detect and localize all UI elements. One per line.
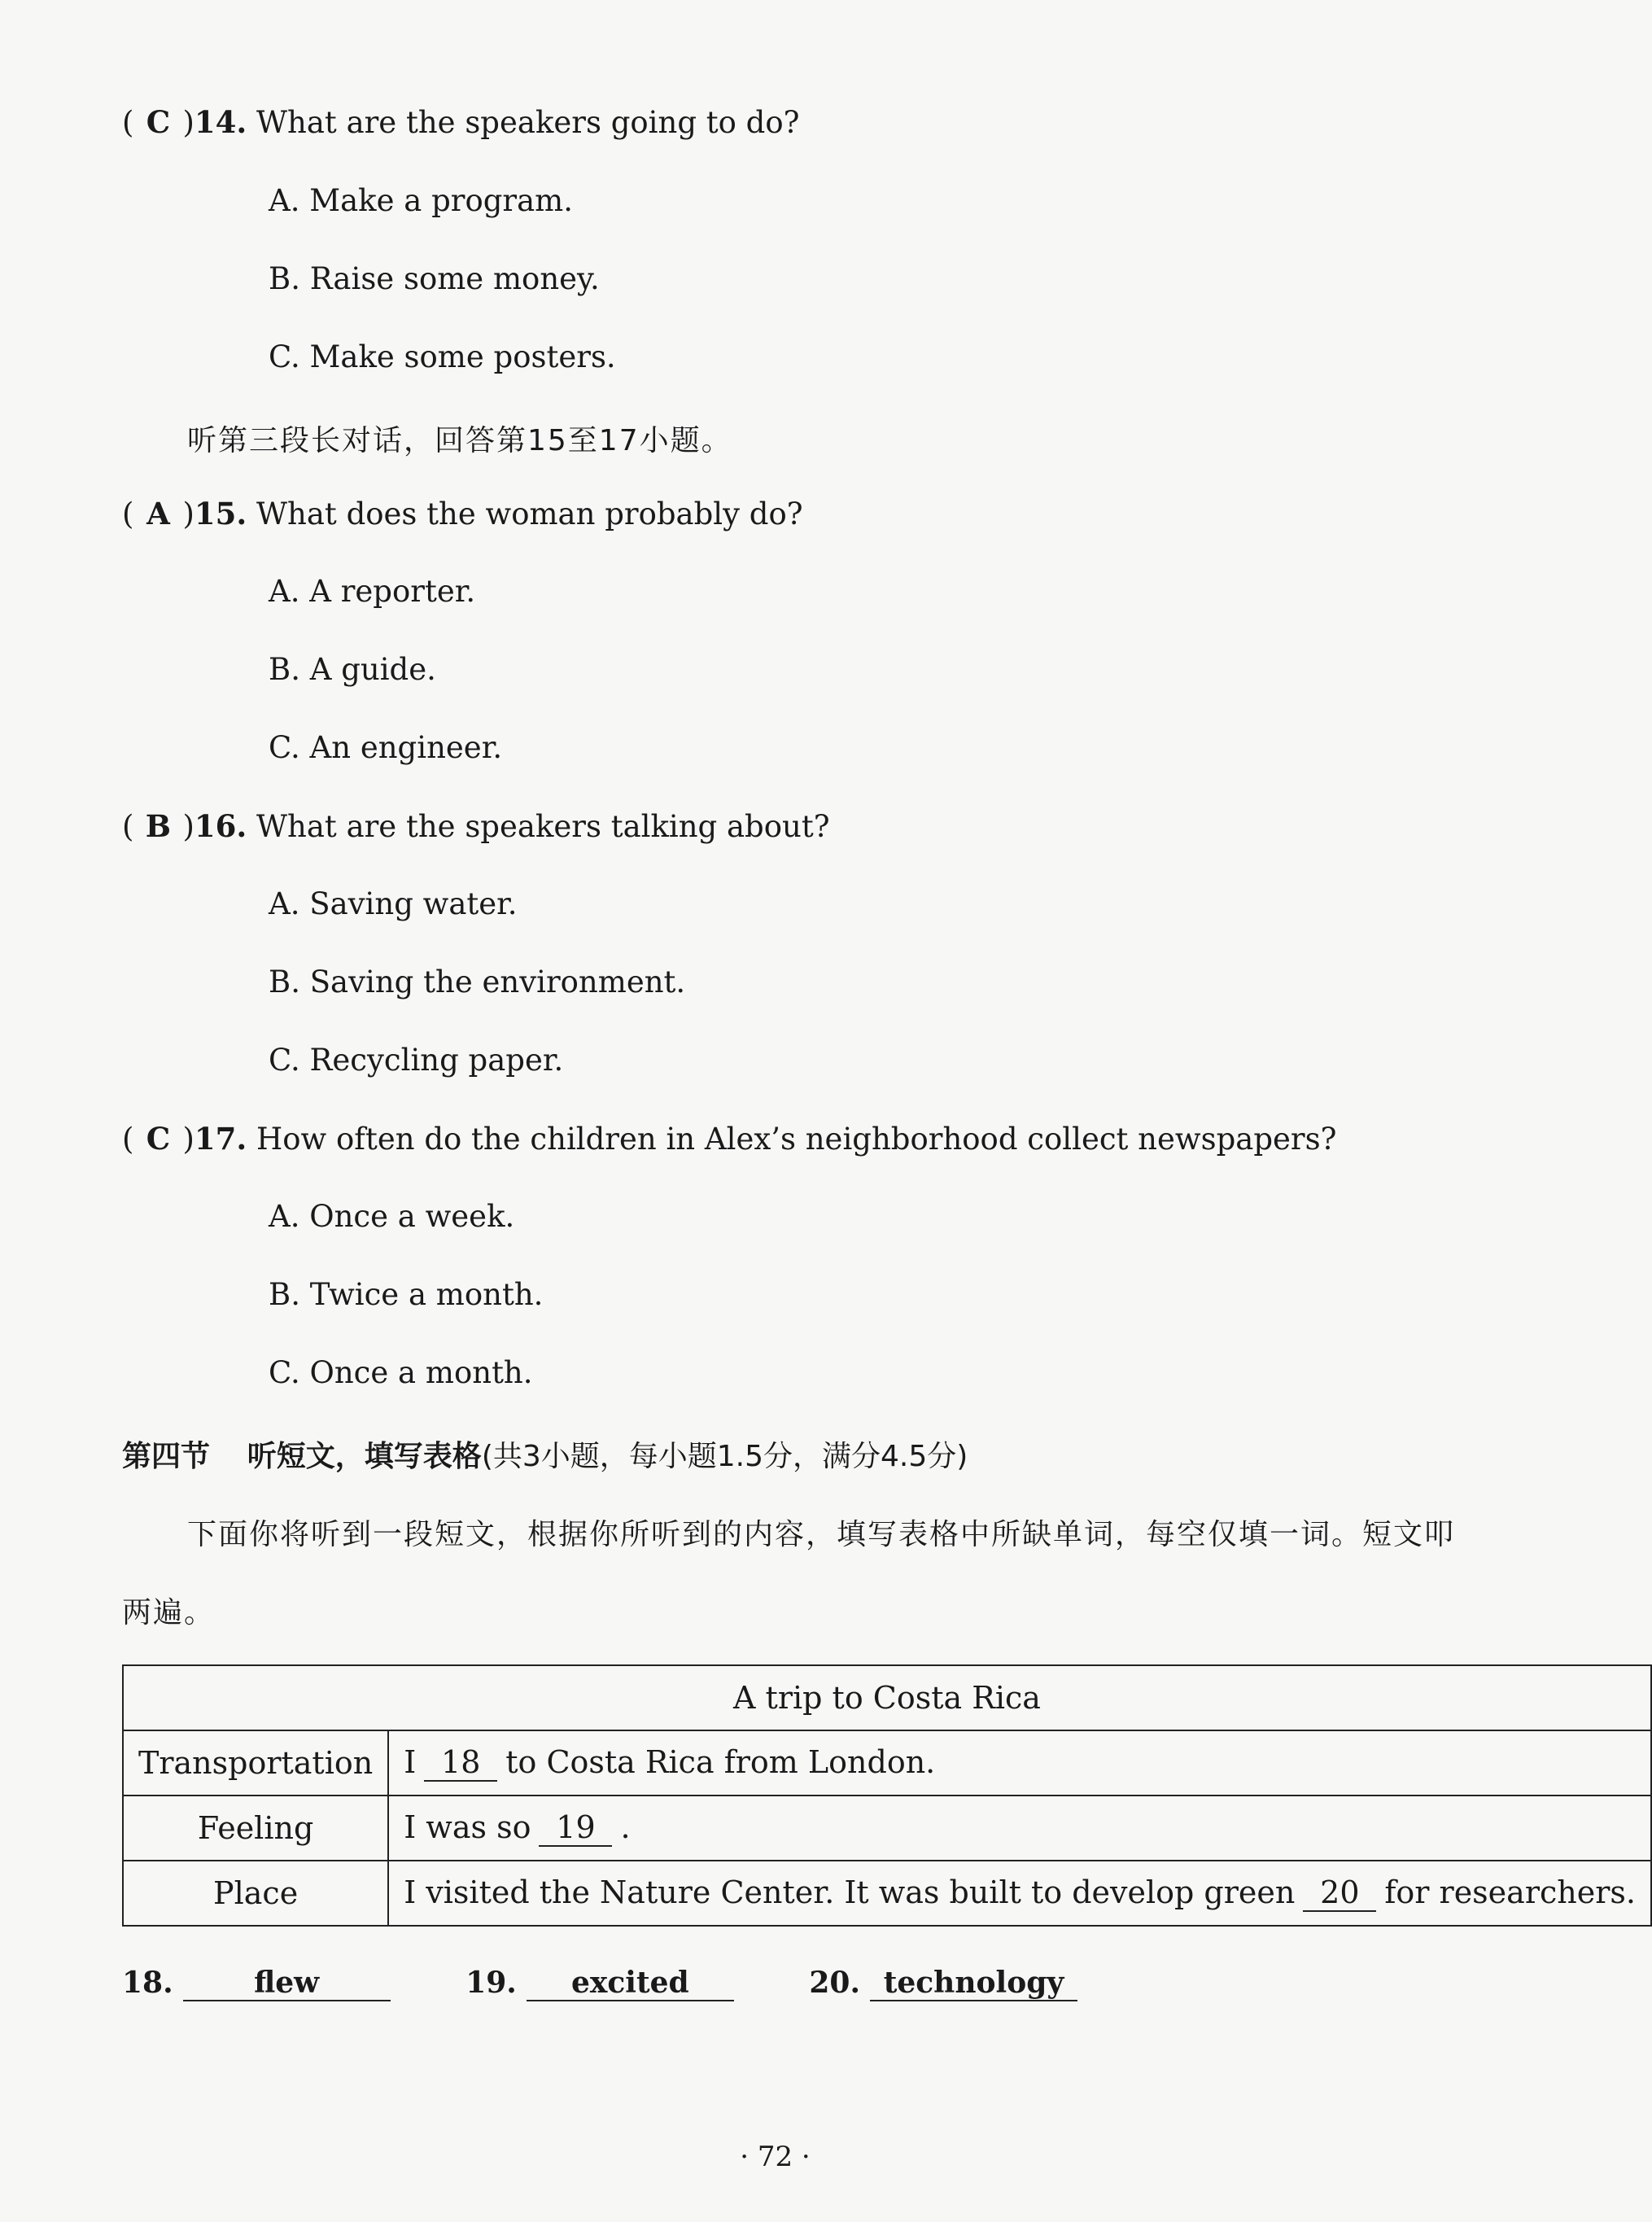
option: B. Raise some money. <box>269 261 600 296</box>
option: C. Make some posters. <box>269 339 616 374</box>
answer-number: 18. <box>122 1966 173 2000</box>
table-row <box>123 1796 1651 1861</box>
question-number: 17. <box>194 1121 247 1157</box>
section-title: 第四节 <box>122 1440 211 1473</box>
row-text-before: I visited the Nature Center. It was built to develop green <box>404 1874 1296 1911</box>
answer-mark: A <box>146 496 170 531</box>
question-14: ( C )14. What are the speakers going to do? <box>122 104 800 140</box>
question-15: ( A )15. What does the woman probably do? <box>122 496 803 531</box>
option: B. Saving the environment. <box>269 964 686 999</box>
answer-number: 20. <box>809 1966 861 2000</box>
row-content <box>388 1796 1651 1861</box>
question-number: 16. <box>194 808 247 844</box>
answer-value[interactable]: excited <box>527 1966 734 2001</box>
option: B. Twice a month. <box>269 1277 544 1312</box>
option: A. A reporter. <box>269 574 476 609</box>
answer-number: 19. <box>465 1966 517 2000</box>
question-number: 14. <box>194 104 247 140</box>
question-text: What are the speakers talking about? <box>256 809 830 844</box>
section-scoring: (共3小题，每小题1.5分，满分4.5分) <box>481 1440 968 1473</box>
answer-value[interactable]: technology <box>870 1966 1077 2001</box>
page-number: · 72 · <box>740 2141 811 2173</box>
instruction-third-dialogue: 听第三段长对话，回答第15至17小题。 <box>187 424 732 457</box>
table-row <box>123 1861 1651 1926</box>
section-four-heading <box>122 1433 968 1475</box>
row-label: Feeling <box>123 1796 388 1861</box>
answer-item <box>122 1966 391 2001</box>
question-number: 15. <box>194 496 247 531</box>
option: C. Recycling paper. <box>269 1043 564 1078</box>
section-subtitle: 听短文，填写表格 <box>247 1440 482 1473</box>
row-label: Transportation <box>123 1730 388 1796</box>
table-title-row <box>123 1665 1651 1730</box>
question-text: What are the speakers going to do? <box>256 105 800 140</box>
answer-item <box>465 1966 734 2001</box>
section-instruction-line1: 下面你将听到一段短文，根据你所听到的内容，填写表格中所缺单词，每空仅填一词。短文叩 <box>187 1518 1456 1551</box>
option: A. Saving water. <box>269 886 518 921</box>
option: A. Once a week. <box>269 1199 515 1234</box>
blank-19[interactable]: 19 <box>539 1811 612 1847</box>
section-instruction-line2: 两遍。 <box>122 1596 216 1629</box>
row-text-after: for researchers. <box>1384 1874 1636 1911</box>
option: C. An engineer. <box>269 730 503 765</box>
option: A. Make a program. <box>269 183 574 218</box>
question-text: What does the woman probably do? <box>256 496 803 531</box>
row-content <box>388 1861 1651 1926</box>
table-title: A trip to Costa Rica <box>123 1665 1651 1730</box>
table-row <box>123 1730 1651 1796</box>
question-16: ( B )16. What are the speakers talking about? <box>122 808 830 844</box>
option: C. Once a month. <box>269 1355 533 1390</box>
row-text-before: I was so <box>404 1809 531 1846</box>
answer-mark: B <box>145 808 172 844</box>
fill-in-table <box>122 1664 1652 1927</box>
question-text: How often do the children in Alex’s neighborhood collect newspapers? <box>256 1122 1337 1157</box>
option: B. A guide. <box>269 652 436 687</box>
row-label: Place <box>123 1861 388 1926</box>
answer-item <box>809 1966 1077 2001</box>
answer-mark: C <box>146 104 171 140</box>
blank-20[interactable]: 20 <box>1303 1876 1376 1912</box>
blank-18[interactable]: 18 <box>424 1746 497 1782</box>
answer-value[interactable]: flew <box>183 1966 391 2001</box>
answer-mark: C <box>146 1121 171 1157</box>
row-text-after: . <box>620 1809 631 1846</box>
row-text-before: I <box>404 1744 417 1781</box>
question-17: ( C )17. How often do the children in Alex’s neighborhood collect newspapers? <box>122 1121 1337 1157</box>
row-content <box>388 1730 1651 1796</box>
row-text-after: to Costa Rica from London. <box>505 1744 936 1781</box>
answer-line <box>122 1966 1143 2001</box>
